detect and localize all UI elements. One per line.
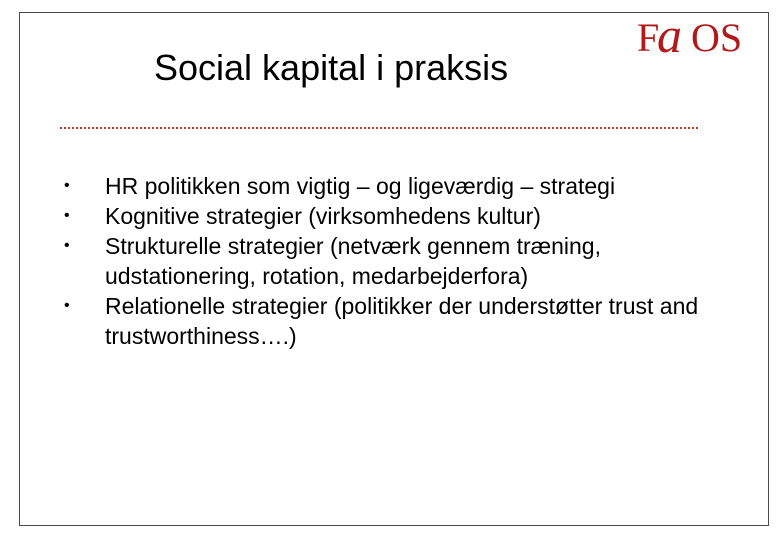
bullet-item	[60, 171, 750, 201]
bullet-dot: •	[64, 207, 70, 224]
bullet-dot: •	[64, 177, 70, 194]
bullet-text: Kognitive strategier (virksomhedens kultur)	[105, 203, 541, 229]
bullet-list	[60, 171, 750, 351]
faos-logo	[635, 7, 770, 63]
bullet-item	[60, 231, 750, 291]
logo-letter-a: a	[657, 7, 682, 63]
bullet-item	[60, 291, 750, 351]
title-divider	[60, 127, 698, 129]
slide-title: Social kapital i praksis	[154, 47, 509, 88]
logo-letter-f: F	[637, 15, 660, 60]
bullet-dot: •	[64, 297, 70, 314]
bullet-text: Relationelle strategier (politikker der understøtter trust and trustworthiness….)	[105, 293, 699, 349]
bullet-text: Strukturelle strategier (netværk gennem træning, udstationering, rotation, medarbejderfora)	[105, 233, 601, 289]
bullet-item	[60, 201, 750, 231]
bullet-dot: •	[64, 237, 70, 254]
bullet-text: HR politikken som vigtig – og ligeværdig – strategi	[105, 173, 616, 199]
logo-letters-os: OS	[691, 15, 743, 60]
